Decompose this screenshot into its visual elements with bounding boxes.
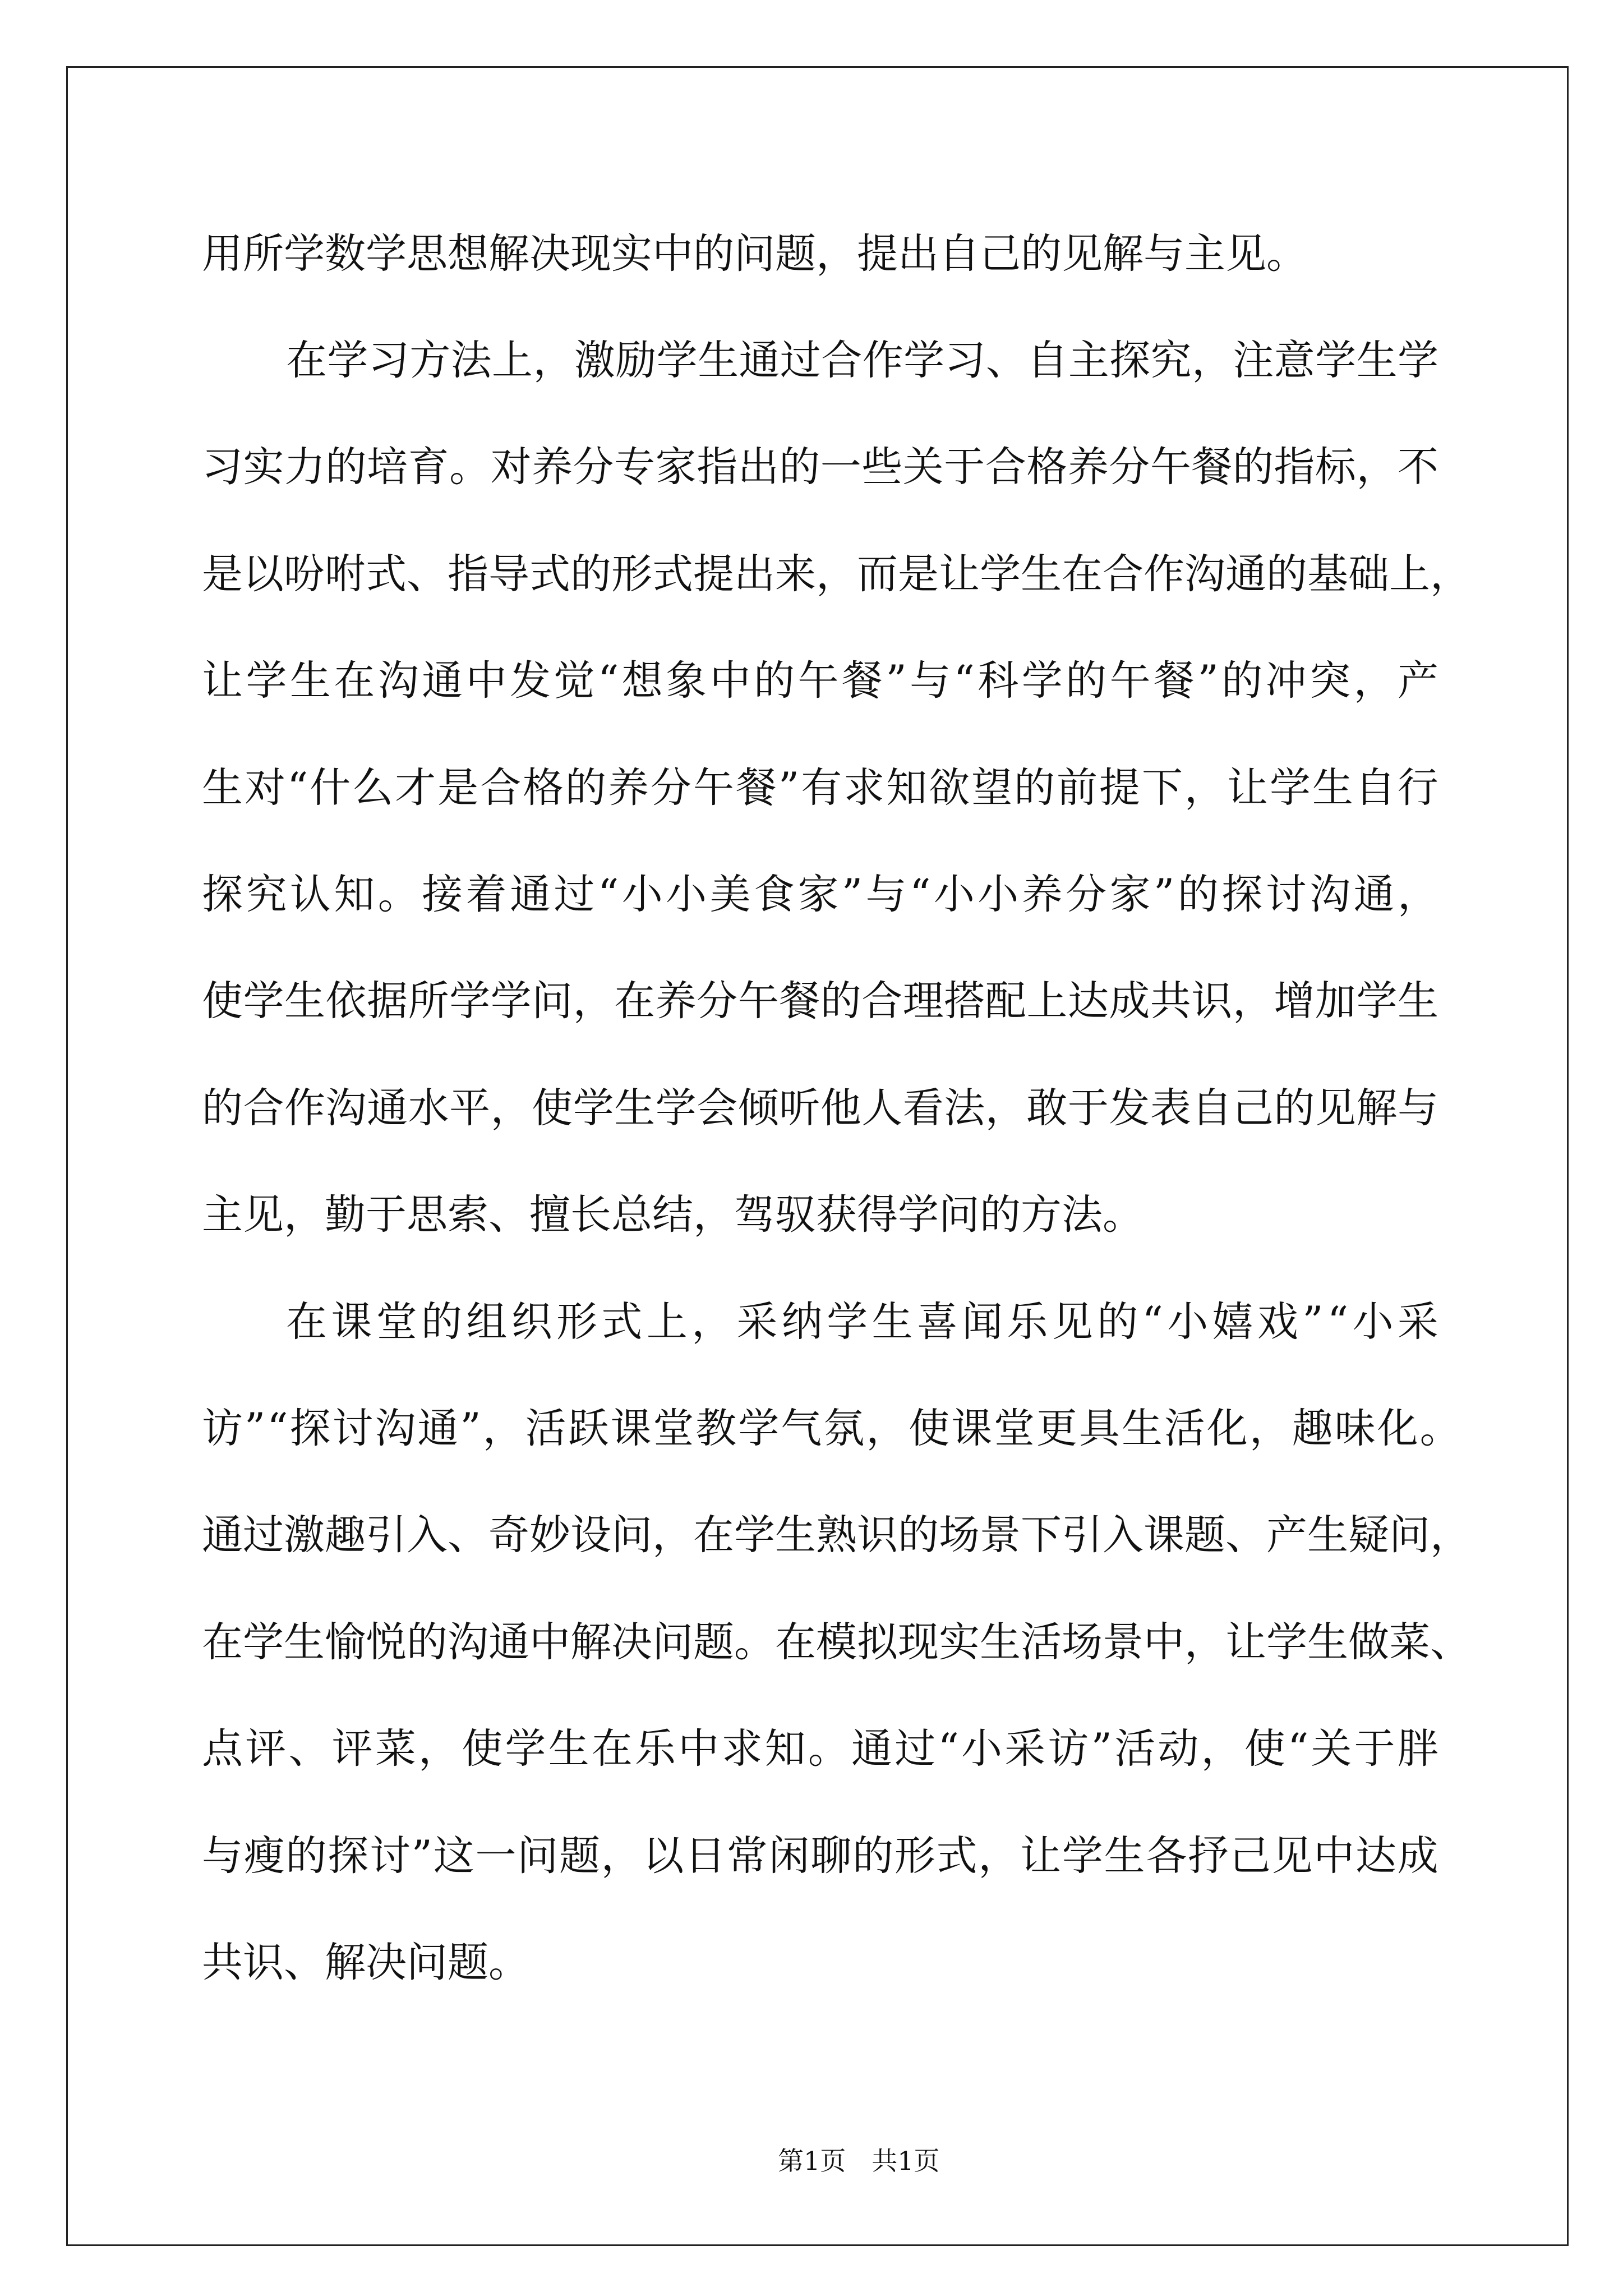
text-line: 通 过 激 趣 引 入 、 奇 妙 设 问 ， 在 学 生 熟 识 的 场 景 下 引 入 课 题 、 产 生 疑 问 ， xyxy=(202,1511,1471,1559)
text-line: 访 ” “ 探 讨 沟 通 ” ， 活 跃 课 堂 教 学 气 氛 ， 使 课 堂 更 具 生 活 化 ， 趣 味 化 。 xyxy=(202,1404,1461,1452)
text-line: 让 学 生 在 沟 通 中 发 觉 “ 想 象 中 的 午 餐 ” 与 “ 科 学 的 午 餐 ” 的 冲 突 ， 产 xyxy=(202,657,1438,705)
text-line: 使 学 生 依 据 所 学 学 问 ， 在 养 分 午 餐 的 合 理 搭 配 上 达 成 共 识 ， 增 加 学 生 xyxy=(202,977,1438,1025)
text-line: 用 所 学 数 学 思 想 解 决 现 实 中 的 问 题 ， 提 出 自 己 的 见 解 与 主 见 。 xyxy=(202,229,1307,278)
text-line: 在 课 堂 的 组 织 形 式 上 ， 采 纳 学 生 喜 闻 乐 见 的 “ 小 嬉 戏 ” “ 小 采 xyxy=(286,1297,1438,1346)
text-line: 与 瘦 的 探 讨 ” 这 一 问 题 ， 以 日 常 闲 聊 的 形 式 ， 让 学 生 各 抒 己 见 中 达 成 xyxy=(202,1832,1438,1880)
paragraph-2 xyxy=(202,307,1469,1268)
text-line: 主 见 ， 勤 于 思 索 、 擅 长 总 结 ， 驾 驭 获 得 学 问 的 方 法 。 xyxy=(202,1191,1144,1239)
paragraph-3 xyxy=(202,1268,1469,2016)
text-line: 点 评 、 评 菜 ， 使 学 生 在 乐 中 求 知 。 通 过 “ 小 采 访 ” 活 动 ， 使 “ 关 于 胖 xyxy=(202,1725,1438,1773)
text-line: 是 以 吩 咐 式 、 指 导 式 的 形 式 提 出 来 ， 而 是 让 学 生 在 合 作 沟 通 的 基 础 上 ， xyxy=(202,550,1471,598)
paragraph-1 xyxy=(202,200,1469,307)
text-line: 共 识 、 解 决 问 题 。 xyxy=(202,1938,529,1986)
text-line: 生 对 “ 什 么 才 是 合 格 的 养 分 午 餐 ” 有 求 知 欲 望 的 前 提 下 ， 让 学 生 自 行 xyxy=(202,763,1438,812)
text-line: 在 学 习 方 法 上 ， 激 励 学 生 通 过 合 作 学 习 、 自 主 探 究 ， 注 意 学 生 学 xyxy=(286,337,1438,385)
text-line: 习 实 力 的 培 育 。 对 养 分 专 家 指 出 的 一 些 关 于 合 格 养 分 午 餐 的 指 标 ， 不 xyxy=(202,443,1438,491)
document-body xyxy=(202,200,1469,2016)
text-line: 在 学 生 愉 悦 的 沟 通 中 解 决 问 题 。 在 模 拟 现 实 生 活 场 景 中 ， 让 学 生 做 菜 、 xyxy=(202,1618,1471,1666)
page-number-footer: 第1页 共1页 xyxy=(778,2146,940,2176)
text-line: 探 究 认 知 。 接 着 通 过 “ 小 小 美 食 家 ” 与 “ 小 小 养 分 家 ” 的 探 讨 沟 通 ， xyxy=(202,871,1438,919)
text-line: 的 合 作 沟 通 水 平 ， 使 学 生 学 会 倾 听 他 人 看 法 ， 敢 于 发 表 自 己 的 见 解 与 xyxy=(202,1084,1438,1132)
